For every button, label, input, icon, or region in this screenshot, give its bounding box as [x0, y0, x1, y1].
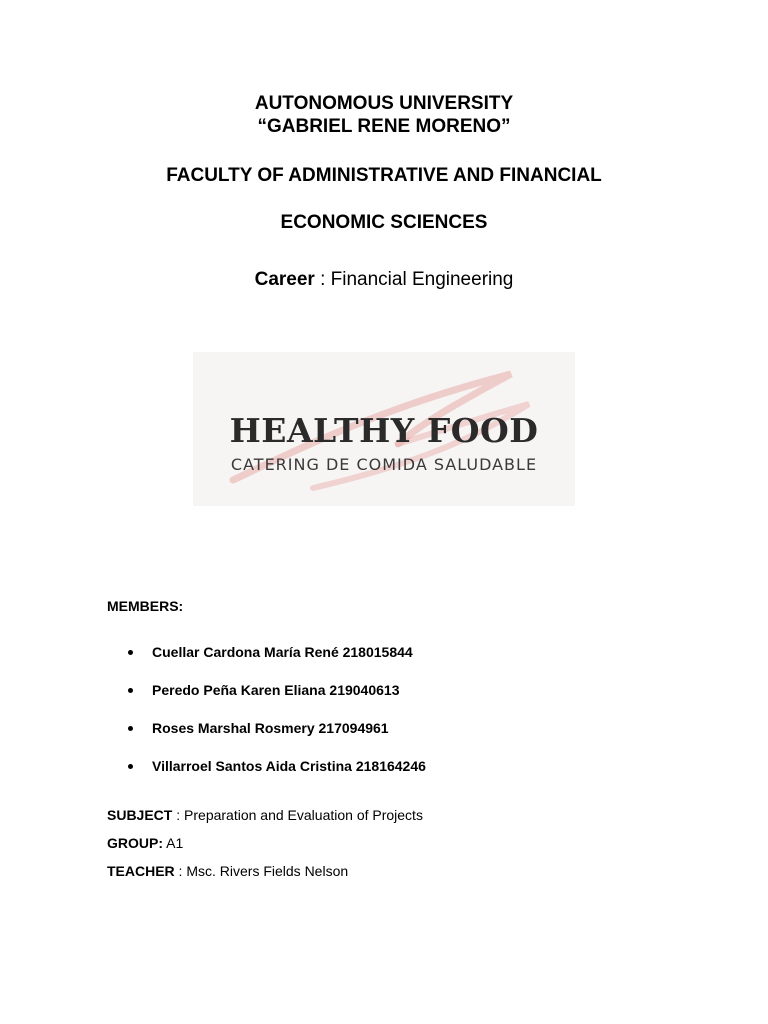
bullet-icon	[128, 726, 133, 731]
career-label: Career	[254, 269, 315, 290]
teacher-line	[107, 863, 348, 880]
subject-label: SUBJECT	[107, 807, 173, 823]
members-heading: MEMBERS:	[107, 598, 184, 614]
career-line	[0, 269, 768, 291]
member-name: Villarroel Santos Aida Cristina 218164246	[152, 758, 426, 774]
logo-title: HEALTHY FOOD	[229, 411, 539, 450]
bullet-icon	[128, 764, 133, 769]
career-value: : Financial Engineering	[314, 269, 514, 290]
faculty-line2: ECONOMIC SCIENCES	[280, 212, 488, 233]
healthy-food-logo	[193, 352, 575, 506]
bullet-icon	[128, 650, 133, 655]
group-line	[107, 835, 183, 852]
university-name-line1: AUTONOMOUS UNIVERSITY	[254, 93, 514, 114]
subject-line	[107, 807, 423, 824]
member-name: Roses Marshal Rosmery 217094961	[152, 720, 389, 736]
faculty-line1: FACULTY OF ADMINISTRATIVE AND FINANCIAL	[166, 165, 602, 186]
group-label: GROUP:	[107, 835, 163, 851]
bullet-icon	[128, 688, 133, 693]
group-value: A1	[163, 835, 184, 851]
subject-value: : Preparation and Evaluation of Projects	[172, 807, 423, 823]
logo-subtitle: CATERING DE COMIDA SALUDABLE	[230, 455, 538, 474]
university-name-line2: “GABRIEL RENE MORENO”	[257, 116, 511, 137]
teacher-value: : Msc. Rivers Fields Nelson	[174, 863, 349, 879]
teacher-label: TEACHER	[107, 863, 175, 879]
member-name: Cuellar Cardona María René 218015844	[152, 644, 413, 660]
member-name: Peredo Peña Karen Eliana 219040613	[152, 682, 400, 698]
